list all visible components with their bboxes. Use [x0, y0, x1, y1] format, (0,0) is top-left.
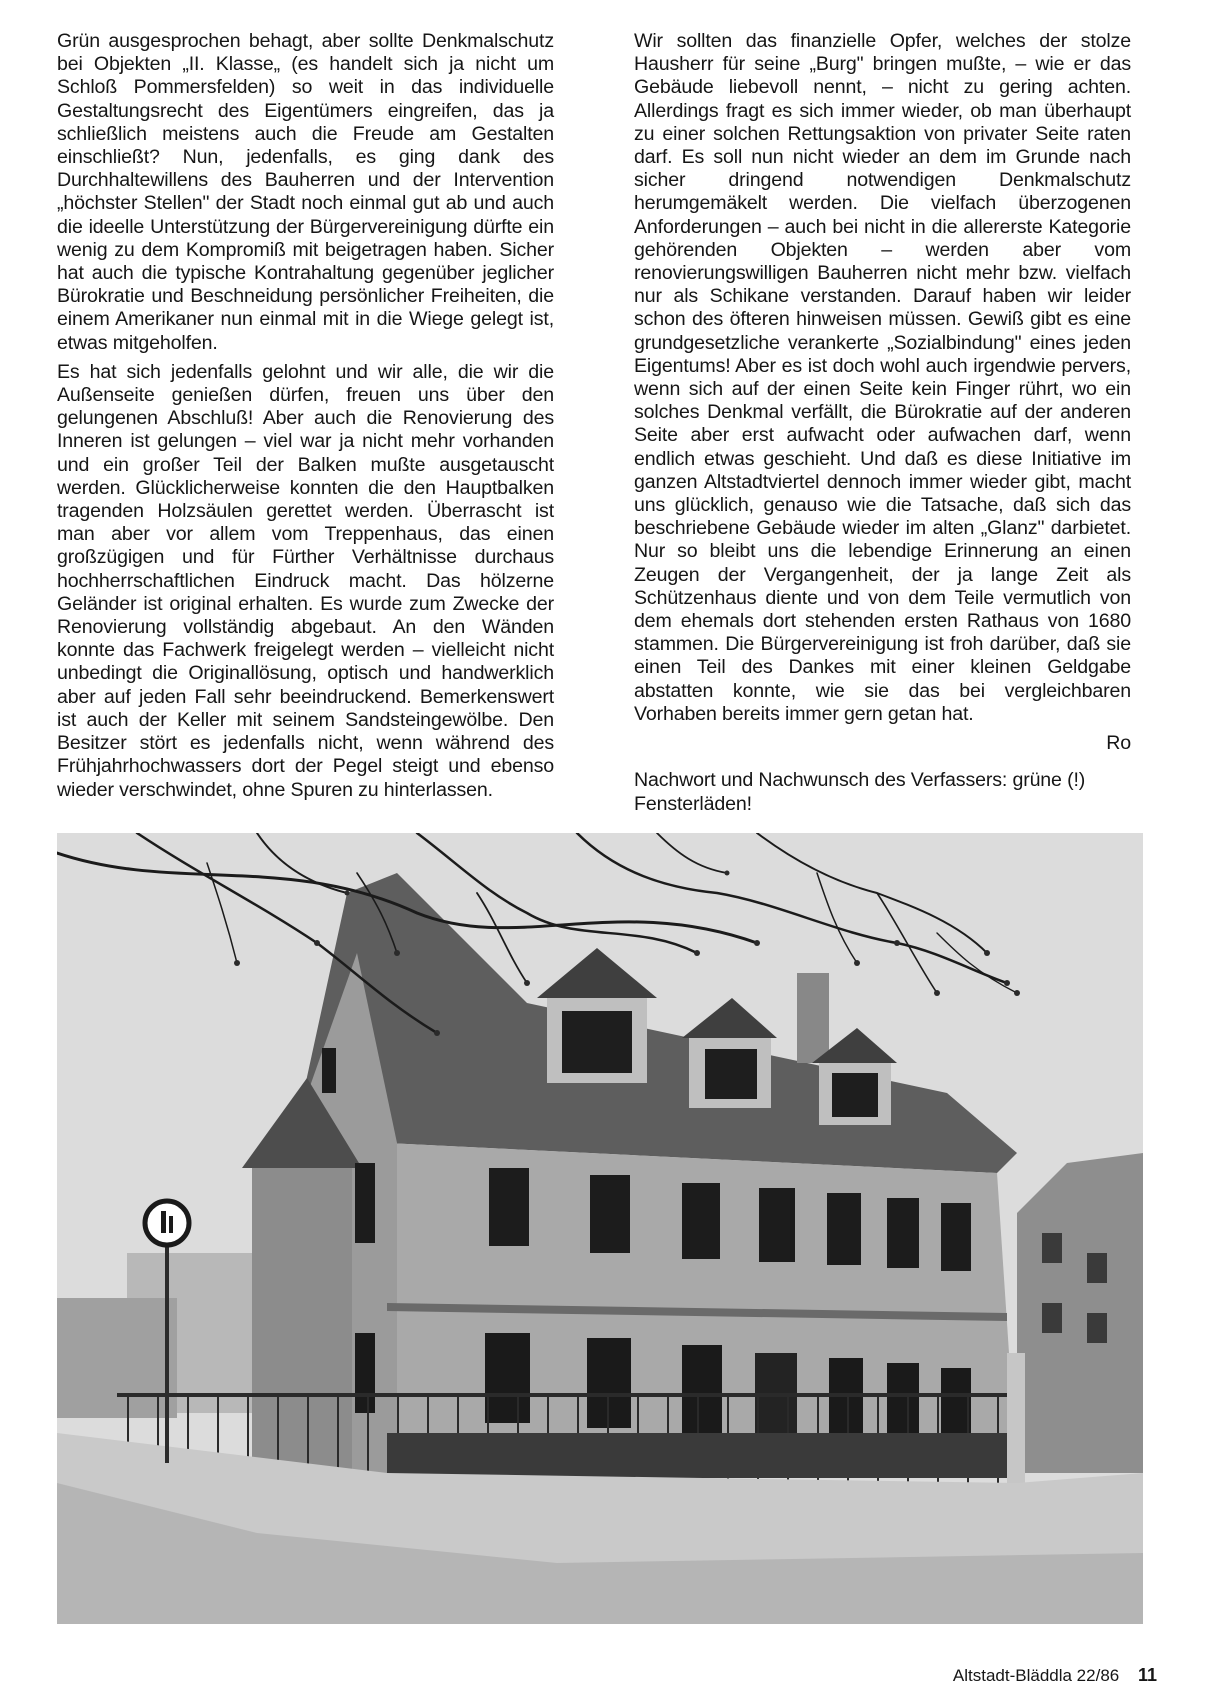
paragraph: Es hat sich jedenfalls gelohnt und wir alle, die wir die Außenseite genießen dürfen, freuen uns über den gelungenen Abschluß! Aber auch die Renovierung des Inneren ist gelungen – viel war ja nicht mehr vorhanden und ein großer Teil der Balken mußte ausgetauscht werden. Glücklicherweise konnten die den Hauptbalken tragenden Holzsäulen gerettet werden. Überrascht ist man aber vor allem vom Treppenhaus, das einen großzügigen und für Fürther Verhältnisse durchaus hochherrschaftlichen Eindruck macht. Das hölzerne Geländer ist original erhalten. Es wurde zum Zwecke der Renovierung vollständig abgebaut. An den Wänden konnte das Fachwerk freigelegt werden – vielleicht nicht unbedingt die Originallösung, optisch und handwerklich aber auf jeden Fall sehr beeindruckend. Bemerkenswert ist auch der Keller mit seinem Sandsteingewölbe. Den Besitzer stört es jedenfalls nicht, wenn während des Frühjahrhochwassers dort der Pegel steigt und ebenso wieder verschwindet, ohne Spuren zu hinterlassen. [57, 360, 554, 801]
author-signature: Ro [1106, 732, 1131, 755]
page-footer [953, 1665, 1157, 1686]
publication-name: Altstadt-Bläddla 22/86 [952, 1666, 1120, 1685]
paragraph: Wir sollten das finanzielle Opfer, welches der stolze Hausherr für seine „Burg" bringen mußte, – wie er das Gebäude liebevoll nennt, – nicht zu gering achten. Allerdings fragt es sich immer wieder, ob man überhaupt zu einer solchen Rettungsaktion von privater Seite raten darf. Es soll nun nicht wieder an dem im Grunde nach sicher dringend notwendigen Denkmalschutz herumgemäkelt werden. Die vielfach überzogenen Anforderungen – auch bei nicht in die allererste Kategorie gehörenden Objekten – werden aber vom renovierungswilligen Bauherren nicht mehr bzw. vielfach nur als Schikane verstanden. Darauf haben wir leider schon des öfteren hinweisen müssen. Gewiß gibt es eine grundgesetzliche verankerte „Sozialbindung" eines jeden Eigentums! Aber es ist doch wohl auch irgendwie pervers, wenn sich auf der einen Seite kein Finger rührt, wo ein solches Denkmal verfällt, die Bürokratie auf der anderen Seite aber erst aufwacht oder aufwachen darf, wenn endlich etwas geschieht. Und daß es diese Initiative im ganzen Altstadtviertel dennoch immer wieder gibt, macht uns glücklich, genauso wie die Tatsache, daß sich das beschriebene Gebäude wieder im alten „Glanz" darbietet. Nur so bleibt uns die lebendige Erinnerung an einen Zeugen der Vergangenheit, der ja lange Zeit als Schützenhaus diente und von dem Teile vermutlich von dem ehemals dort stehenden ersten Rathaus von 1680 stammen. Die Bürgervereinigung ist froh darüber, daß sie einen Teil des Dankes mit einer kleinen Geldgabe abstatten konnte, wie sie das bei vergleichbaren Vorhaben bereits immer gern getan hat. [634, 30, 1131, 725]
article-left-column [57, 30, 554, 808]
page-number: 11 [1137, 1665, 1157, 1685]
paragraph: Grün ausgesprochen behagt, aber sollte Denkmalschutz bei Objekten „II. Klasse„ (es handelt sich ja nicht um Schloß Pommersfelden) so weit in das individuelle Gestaltungsrecht des Eigentümers eingreifen, das ja schließlich meistens auch die Freude am Gestalten einschließt? Nun, jedenfalls, es ging dank des Durchhaltewillens des Bauherren und der Intervention „höchster Stellen" der Stadt noch einmal gut ab und auch die ideelle Unterstützung der Bürgervereinigung dürfte ein wenig zu dem Kompromiß mit beigetragen haben. Sicher hat auch die typische Kontrahaltung gegenüber jeglicher Bürokratie und Beschneidung persönlicher Freiheiten, die einem Amerikaner nun einmal mit in die Wiege gelegt ist, etwas mitgeholfen. [57, 30, 554, 354]
article-right-column [634, 30, 1131, 822]
building-photo [57, 833, 1143, 1624]
afterword: Nachwort und Nachwunsch des Verfassers: grüne (!) Fensterläden! [634, 769, 1086, 815]
